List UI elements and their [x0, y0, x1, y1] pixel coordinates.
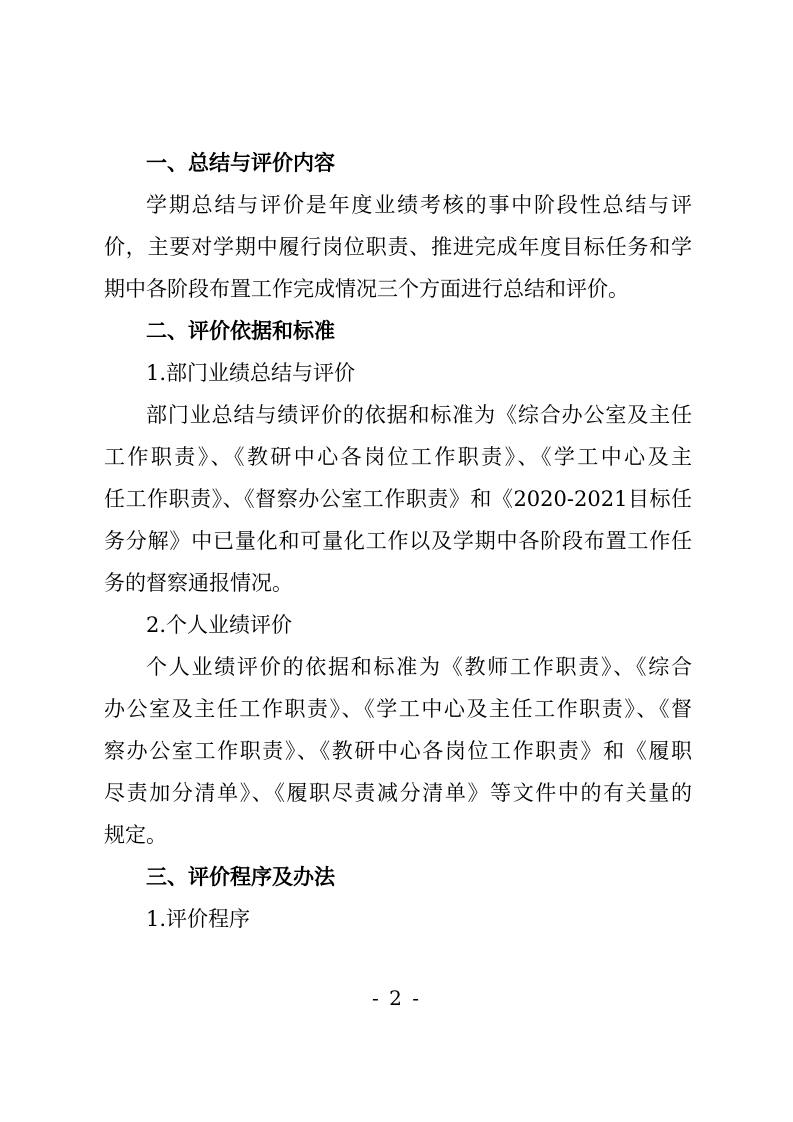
section-2-sub-2-line-4: 尽责加分清单》、《履职尽责减分清单》等文件中的有关量的 — [104, 781, 692, 805]
section-3-heading: 三、评价程序及办法 — [146, 865, 335, 889]
section-2-sub-1-line-1: 部门业总结与绩评价的依据和标准为《综合办公室及主任 — [146, 403, 692, 427]
section-1-para-line-1: 学期总结与评价是年度业绩考核的事中阶段性总结与评 — [146, 193, 692, 217]
section-2-sub-2-line-2: 办公室及主任工作职责》、《学工中心及主任工作职责》、《督 — [104, 697, 692, 721]
section-2-sub-2-line-5: 规定。 — [104, 823, 167, 847]
section-2-sub-1-line-4: 务分解》中已量化和可量化工作以及学期中各阶段布置工作任 — [104, 529, 692, 553]
section-2-sub-1-line-5: 务的督察通报情况。 — [104, 571, 293, 595]
section-1-para-line-2: 价，主要对学期中履行岗位职责、推进完成年度目标任务和学 — [104, 235, 692, 259]
page-number: - 2 - — [372, 986, 421, 1010]
section-1-heading: 一、总结与评价内容 — [146, 151, 335, 175]
section-1-para-line-3: 期中各阶段布置工作完成情况三个方面进行总结和评价。 — [104, 277, 629, 301]
section-2-sub-2-line-1: 个人业绩评价的依据和标准为《教师工作职责》、《综合 — [146, 655, 692, 679]
section-2-sub-2-line-3: 察办公室工作职责》、《教研中心各岗位工作职责》和《履职 — [104, 739, 692, 763]
section-3-sub-1-title: 1.评价程序 — [146, 907, 251, 931]
section-2-sub-1-title: 1.部门业绩总结与评价 — [146, 361, 356, 385]
section-2-heading: 二、评价依据和标准 — [146, 319, 335, 343]
section-2-sub-1-line-2: 工作职责》、《教研中心各岗位工作职责》、《学工中心及主 — [104, 445, 692, 469]
section-2-sub-2-title: 2.个人业绩评价 — [146, 613, 293, 637]
section-2-sub-1-line-3: 任工作职责》、《督察办公室工作职责》和《2020-2021目标任 — [104, 487, 692, 511]
